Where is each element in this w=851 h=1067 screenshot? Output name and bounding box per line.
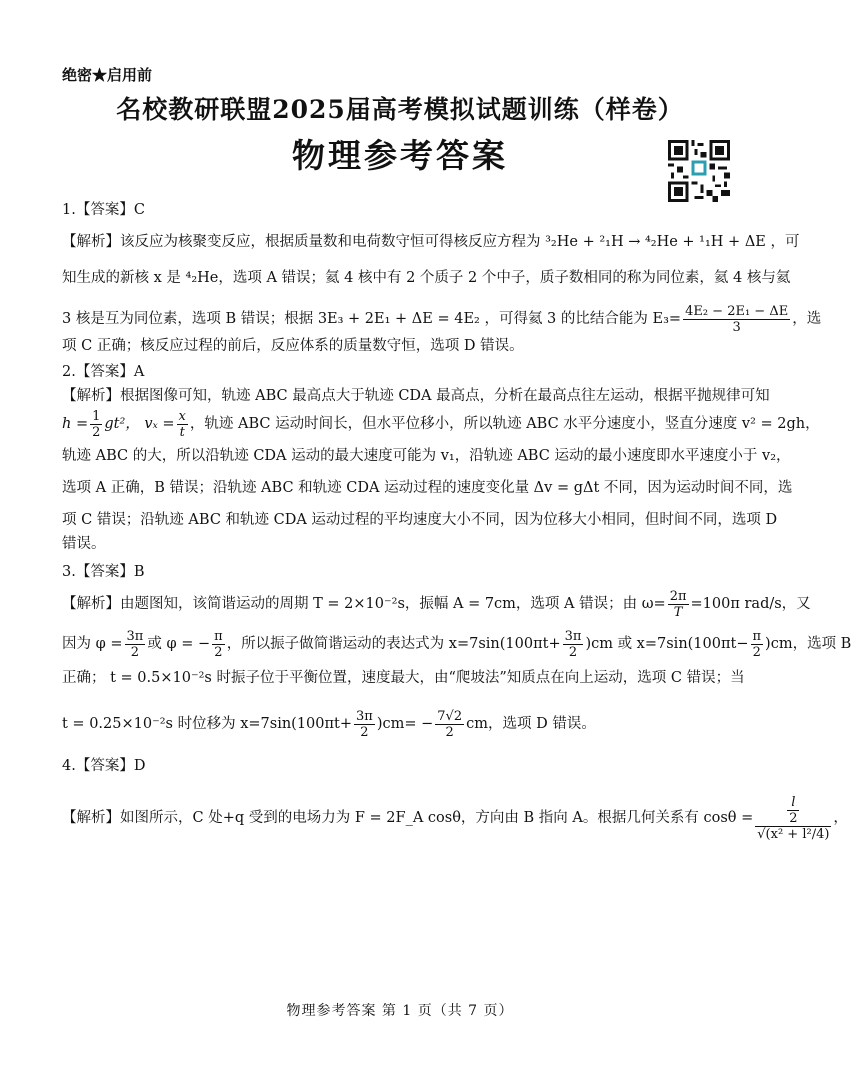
q2-line: 错误。 — [62, 536, 106, 552]
eq-h-label: h = — [62, 416, 89, 432]
fraction-denominator: t — [179, 424, 185, 440]
q4-line-text: ， — [833, 810, 848, 826]
q3-line-text: cm，选项 D 错误。 — [466, 716, 596, 732]
q3-line-text: t = 0.25×10⁻²s 时位移为 x=7sin(100πt+ — [62, 716, 353, 732]
fraction-denominator: 2 — [92, 424, 101, 440]
eq-h-rest: gt²， — [104, 416, 140, 432]
phase-fraction — [751, 629, 764, 660]
q3-line: 正确； t = 0.5×10⁻²s 时振子位于平衡位置，速度最大，由“爬坡法”知质点在向上运动，选项 C 错误；当 — [62, 670, 745, 686]
q1-line: 知生成的新核 x 是 ⁴₂He，选项 A 错误；氦 4 核中有 2 个质子 2 个中子，质子数相同的称为同位素，氦 4 核与氦 — [62, 270, 791, 286]
q1-line-text: 3 核是互为同位素，选项 B 错误；根据 3E₃ + 2E₁ + ΔE = 4E₂ ，可得氦 3 的比结合能为 E₃= — [62, 311, 682, 327]
q3-line — [62, 702, 744, 746]
fraction-numerator: l — [787, 795, 799, 811]
half-fraction — [90, 409, 102, 440]
q3-line-text: )cm= − — [376, 716, 434, 732]
fraction-numerator: 1 — [92, 408, 101, 424]
phase-fraction — [563, 629, 584, 660]
fraction-numerator: π — [752, 628, 762, 644]
x-over-t-fraction — [177, 409, 188, 440]
omega-fraction — [668, 589, 689, 620]
q3-line-text: )cm，选项 B — [765, 636, 851, 652]
q3-line-text: )cm 或 x=7sin(100πt− — [585, 636, 749, 652]
q2-line — [62, 406, 820, 442]
secret-label: 绝密★启用前 — [62, 66, 153, 84]
cos-theta-fraction — [755, 795, 831, 842]
q3-line — [62, 584, 811, 624]
q4-line-text: 【解析】如图所示，C 处+q 受到的电场力为 F = 2F_A cosθ，方向由 B 指向 A。根据几何关系有 cosθ = — [62, 810, 754, 826]
q4-answer: 4.【答案】D — [62, 758, 146, 774]
q3-answer: 3.【答案】B — [62, 564, 145, 580]
fraction-denominator: 2 — [214, 644, 223, 660]
fraction-denominator: 2 — [568, 644, 578, 660]
fraction-denominator: √(x² + l²/4) — [757, 826, 830, 842]
q1-line: 【解析】该反应为核聚变反应，根据质量数和电荷数守恒可得核反应方程为 ³₂He + ²₁H → ⁴₂He + ¹₁H + ΔE ，可 — [62, 234, 800, 250]
fraction-numerator: 3π — [564, 628, 582, 644]
q2-line: 选项 A 正确，B 错误；沿轨迹 ABC 和轨迹 CDA 运动过程的速度变化量 Δv = gΔt 不同，因为运动时间不同，选 — [62, 480, 793, 496]
page-title: 物理参考答案 — [292, 136, 508, 175]
fraction-numerator: 7√2 — [437, 708, 463, 724]
page-footer: 物理参考答案 第 1 页（共 7 页） — [286, 1003, 514, 1019]
q4-line — [62, 786, 848, 850]
q1-line-text: ，选 — [792, 311, 822, 327]
q1-line — [62, 302, 822, 336]
eq-v-label: vₓ = — [144, 416, 175, 432]
fraction-numerator — [755, 795, 831, 827]
q1-answer: 1.【答案】C — [62, 202, 145, 218]
half-l-fraction — [787, 795, 799, 826]
binding-energy-fraction — [683, 304, 790, 335]
q1-line: 项 C 正确；核反应过程的前后，反应体系的质量数守恒，选项 D 错误。 — [62, 338, 524, 354]
displacement-fraction — [435, 709, 464, 740]
q3-line-text: 【解析】由题图知，该简谐运动的周期 T = 2×10⁻²s，振幅 A = 7cm，选项 A 错误；由 ω= — [62, 596, 666, 612]
fraction-denominator: T — [673, 604, 683, 620]
q2-line: 【解析】根据图像可知，轨迹 ABC 最高点大于轨迹 CDA 最高点，分析在最高点往左运动，根据平抛规律可知 — [62, 388, 770, 404]
q2-answer: 2.【答案】A — [62, 364, 145, 380]
fraction-denominator: 2 — [789, 810, 798, 826]
q3-line — [62, 624, 851, 664]
fraction-numerator: 3π — [126, 628, 144, 644]
phase-fraction — [125, 629, 146, 660]
q2-line: 项 C 错误；沿轨迹 ABC 和轨迹 CDA 运动过程的平均速度大小不同，因为位移大小相同，但时间不同，选项 D — [62, 512, 778, 528]
answer-body — [62, 200, 851, 850]
fraction-denominator: 3 — [732, 319, 741, 335]
q2-line-text: ，轨迹 ABC 运动时间长，但水平位移小，所以轨迹 ABC 水平分速度小，竖直分速度 v² = 2gh， — [189, 416, 820, 432]
fraction-numerator: 4E₂ − 2E₁ − ΔE — [685, 303, 789, 319]
fraction-denominator: 2 — [130, 644, 140, 660]
exam-title: 名校教研联盟2025届高考模拟试题训练（样卷） — [116, 95, 684, 124]
fraction-numerator: x — [178, 408, 186, 424]
q3-line-text: =100π rad/s，又 — [690, 596, 811, 612]
fraction-numerator: 2π — [669, 588, 687, 604]
q3-line-text: ，所以振子做简谐运动的表达式为 x=7sin(100πt+ — [226, 636, 561, 652]
phase-fraction — [354, 709, 375, 740]
q3-line-text: 因为 φ = — [62, 636, 123, 652]
fraction-numerator: π — [214, 628, 223, 644]
q2-line: 轨迹 ABC 的大，所以沿轨迹 CDA 运动的最大速度可能为 v₁，沿轨迹 ABC 运动的最小速度即水平速度小于 v₂， — [62, 448, 791, 464]
fraction-denominator: 2 — [360, 724, 369, 740]
q3-line-text: 或 φ = − — [147, 636, 211, 652]
fraction-numerator: 3π — [356, 708, 373, 724]
qr-code-icon — [668, 140, 730, 202]
fraction-denominator: 2 — [752, 644, 761, 660]
fraction-denominator: 2 — [445, 724, 454, 740]
phase-fraction — [212, 629, 225, 660]
